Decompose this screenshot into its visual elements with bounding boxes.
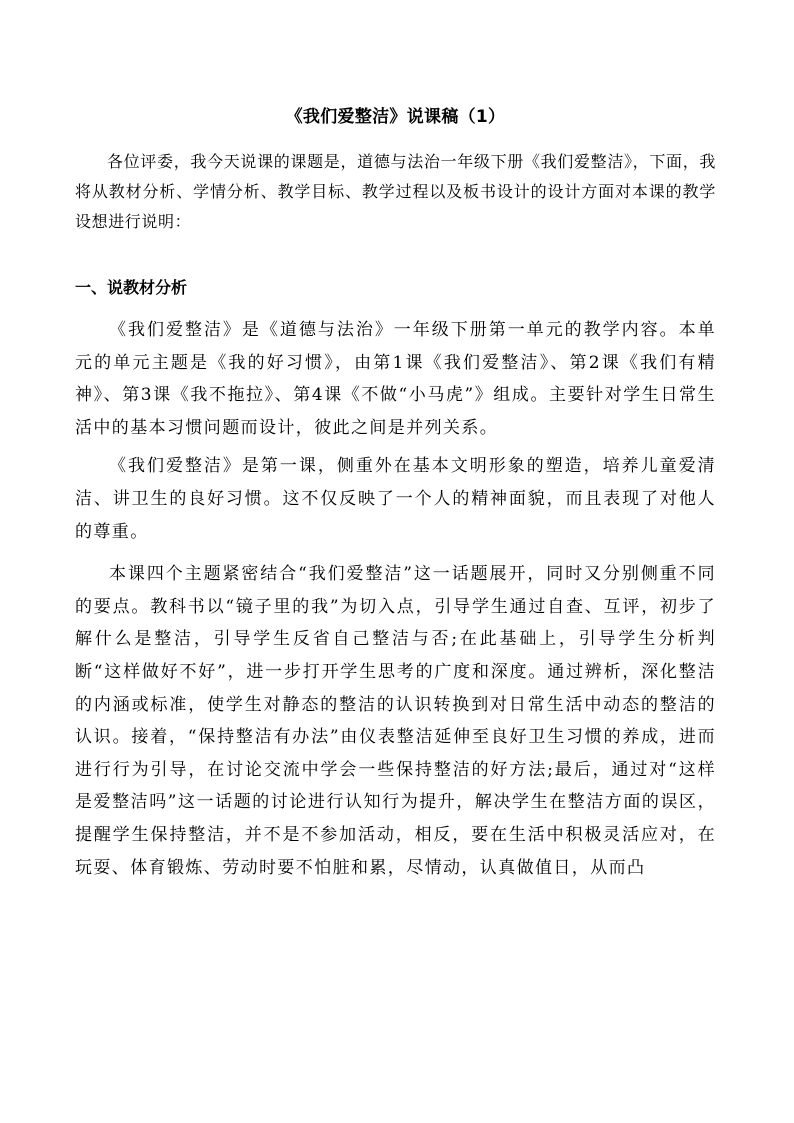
body-paragraph: 《我们爱整洁》是《道德与法治》一年级下册第一单元的教学内容。本单元的单元主题是《我的好习惯》，由第1课《我们爱整洁》、第2课《我们有精神》、第3课《我不拖拉》、第4课《不做“小马虎”》组成。主要针对学生日常生活中的基本习惯问题而设计，彼此之间是并列关系。 [75,320,716,438]
document-title: 《我们爱整洁》说课稿（1） [285,107,506,127]
body-paragraph: 本课四个主题紧密结合“我们爱整洁”这一话题展开，同时又分别侧重不同的要点。教科书以“镜子里的我”为切入点，引导学生通过自查、互评，初步了解什么是整洁，引导学生反省自己整洁与否;在此基础上，引导学生分析判断“这样做好不好”，进一步打开学生思考的广度和深度。通过辨析，深化整洁的内涵或标准，使学生对静态的整洁的认识转换到对日常生活中动态的整洁的认识。接着，“保持整洁有办法”由仪表整洁延伸至良好卫生习惯的养成，进而进行行为引导，在讨论交流中学会一些保持整洁的好方法;最后，通过对“这样是爱整洁吗”这一话题的讨论进行认知行为提升，解决学生在整洁方面的误区，提醒学生保持整洁，并不是不参加活动，相反，要在生活中积极灵活应对，在玩耍、体育锻炼、劳动时要不怕脏和累，尽情动，认真做值日，从而凸 [75,564,716,878]
body-paragraph: 《我们爱整洁》是第一课，侧重外在基本文明形象的塑造，培养儿童爱清洁、讲卫生的良好习惯。这不仅反映了一个人的精神面貌，而且表现了对他人的尊重。 [75,456,716,542]
section-body [75,314,716,890]
intro-paragraph: 各位评委，我今天说课的课题是，道德与法治一年级下册《我们爱整洁》，下面，我将从教材分析、学情分析、教学目标、教学过程以及板书设计的设计方面对本课的教学设想进行说明： [75,152,716,231]
section-heading-textbook-analysis: 一、说教材分析 [75,278,188,297]
